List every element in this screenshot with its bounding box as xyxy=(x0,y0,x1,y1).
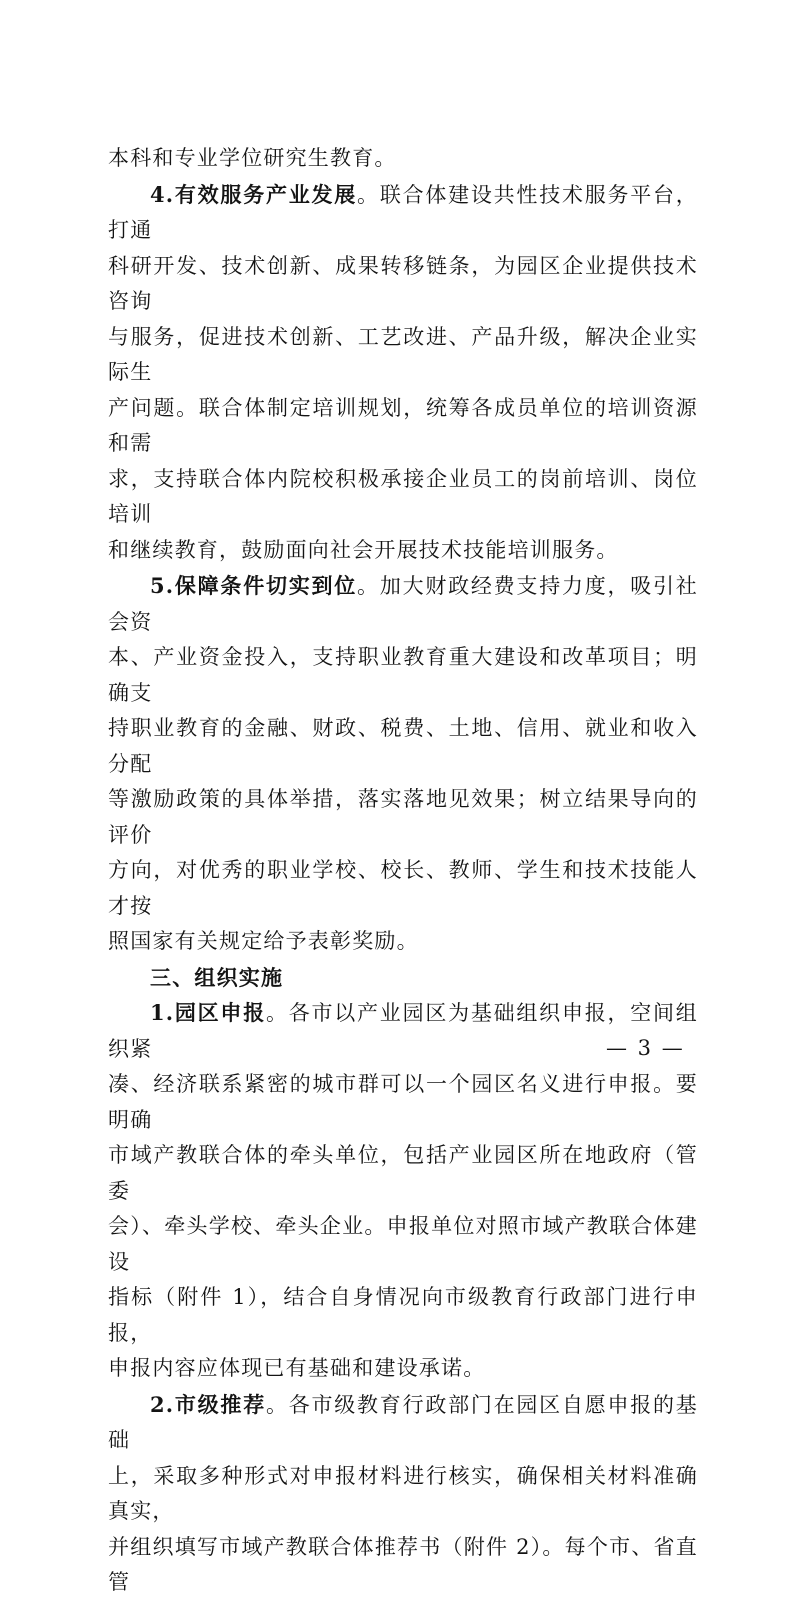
page-number: — 3 — xyxy=(606,1036,685,1060)
paragraph-text: 。各市级教育行政部门在园区自愿申报的基础 上，采取多种形式对申报材料进行核实，确保相关材料准确真实， 并组织填写市域产教联合体推荐书（附件 2）。每个市、省直管 xyxy=(108,1392,698,1594)
paragraph-lead: 4.有效服务产业发展 xyxy=(150,181,358,207)
paragraph-continuation xyxy=(108,141,698,177)
paragraph-text: 本科和专业学位研究生教育。 xyxy=(108,146,397,170)
paragraph-text: 。联合体建设共性技术服务平台，打通 科研开发、技术创新、成果转移链条，为园区企业提供技术咨询 与服务，促进技术创新、工艺改进、产品升级，解决企业实际生 产问题。联合体制定培训规划，统筹各成员单位的培训资源和需 求，支持联合体内院校积极承接企业员工的岗前培训、岗位培训 和继续教育，鼓励面向社会开展技术技能培训服务。 xyxy=(108,182,698,562)
section-heading: 三、组织实施 xyxy=(150,964,284,990)
paragraph-text: 。加大财政经费支持力度，吸引社会资 本、产业资金投入，支持职业教育重大建设和改革项目；明确支 持职业教育的金融、财政、税费、土地、信用、就业和收入分配 等激励政策的具体举措，落实落地见效果；树立结果导向的评价 方向，对优秀的职业学校、校长、教师、学生和技术技能人才按 照国家有关规定给予表彰奖励。 xyxy=(108,574,698,953)
paragraph-guarantee-conditions xyxy=(108,568,698,960)
body-text xyxy=(108,141,698,1601)
paragraph-lead: 5.保障条件切实到位 xyxy=(150,573,358,598)
paragraph-lead: 1.园区申报 xyxy=(150,1000,266,1025)
paragraph-lead: 2.市级推荐 xyxy=(150,1391,266,1417)
paragraph-text: 。各市以产业园区为基础组织申报，空间组织紧 凑、经济联系紧密的城市群可以一个园区名义进行申报。要明确 市域产教联合体的牵头单位，包括产业园区所在地政府（管委 会）、牵头学校、牵头企业。申报单位对照市域产教联合体建设 指标（附件 1），结合自身情况向市级教育行政部门进行申报， 申报内容应体现已有基础和建设承诺。 xyxy=(108,1001,698,1380)
paragraph-city-recommendation xyxy=(108,1387,698,1601)
paragraph-service-industry xyxy=(108,177,698,569)
